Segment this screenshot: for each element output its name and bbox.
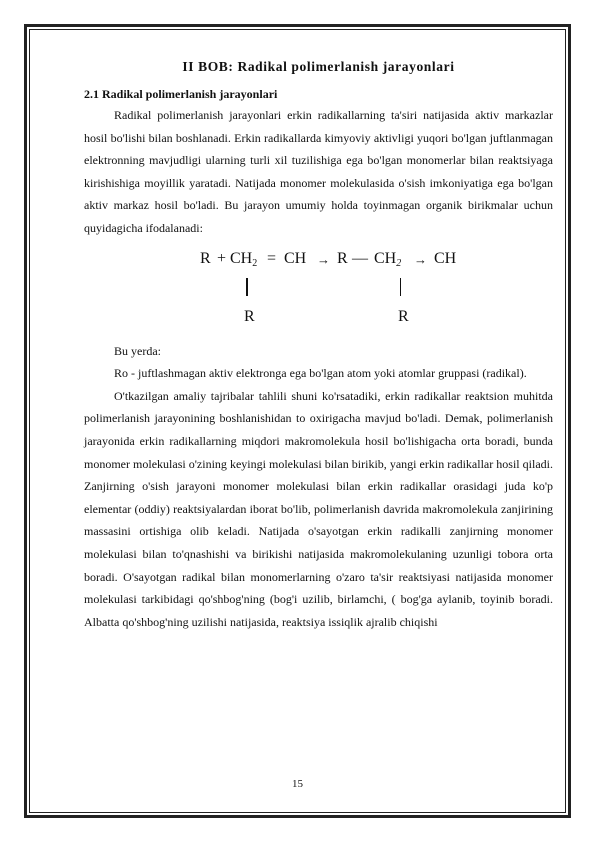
formula-arrow-1: → bbox=[317, 251, 330, 267]
reaction-formula bbox=[84, 244, 553, 338]
formula-r1: R bbox=[200, 249, 211, 267]
formula-ch2-b: CH2 bbox=[374, 249, 402, 269]
bond-line-left bbox=[246, 278, 248, 296]
bond-line-right bbox=[400, 278, 401, 296]
formula-ch-b: CH bbox=[434, 249, 457, 267]
document-body bbox=[84, 58, 553, 633]
formula-arrow-2: → bbox=[414, 251, 427, 267]
paragraph-intro: Radikal polimerlanish jarayonlari erkin radikallarning ta'siri natijasida aktiv markazlar hosil bo'lishi bilan boshlanadi. Erkin radikallarda kimyoviy aktivligi yuqori bo'lgan juftlanmagan elektronning mavjudligi ularning turli xil tuzilishiga ega bo'lgan monomerlar bilan reaktsiyaga kirishishiga moyillik yaratadi. Natijada monomer molekulasida o'sish imkoniyatiga ega bo'lgan aktiv markaz hosil bo'ladi. Bu jarayon umumiy holda toyinmagan organik birikmalar uchun quyidagicha ifodalanadi: bbox=[84, 108, 553, 235]
section-title: 2.1 Radikal polimerlanish jarayonlari bbox=[84, 87, 278, 101]
formula-substituent-r-left: R bbox=[244, 307, 255, 325]
formula-r2: R bbox=[337, 249, 348, 267]
paragraph-radical-definition: Ro - juftlashmagan aktiv elektronga ega bo'lgan atom yoki atomlar gruppasi (radikal). bbox=[114, 366, 527, 381]
page-number: 15 bbox=[292, 778, 303, 790]
formula-ch-a: CH bbox=[284, 249, 307, 267]
paragraph-bu-yerda: Bu yerda: bbox=[114, 343, 161, 358]
formula-bond-dash: — bbox=[352, 249, 368, 267]
formula-plus: + bbox=[217, 249, 227, 267]
formula-substituent-r-right: R bbox=[398, 307, 409, 325]
formula-equals: = bbox=[267, 249, 277, 267]
paragraph-main: O'tkazilgan amaliy tajribalar tahlili shuni ko'rsatadiki, erkin radikallar reaktsion muhitda polimerlanish jarayonining boshlanishidan to oxirigacha mavjud bo'ladi. Demak, polimerlanish jarayonida erkin radikallarning miqdori makromolekula hosil bo'lishigacha orta boradi, bunda monomer molekulasi o'zining keyingi molekulasi bilan birikib, yangi erkin radikallar hosil qiladi. Zanjirning o'sish jarayoni monomer molekulasi bilan erkin radikallar orasidagi juda ko'p elementar (oddiy) reaktsiyalardan iborat bo'lib, polimerlanish davrida makromolekula zanjirining massasini ortishiga olib keladi. Natijada o'sayotgan erkin radikalli zanjirning monomer molekulasi bilan to'qnashishi va birikishi natijasida makromolekulaning uzunligi tobora orta boradi. O'sayotgan radikal bilan monomerlarning o'zaro ta'sir reaktsiyasi natijasida monomer molekulasi tarkibidagi qo'shbog'ning (bog'i uzilib, birlamchi, ( bog'ga aylanib, toyinib boradi. Albatta qo'shbog'ning uzilishi natijasida, reaktsiya issiqlik ajralib chiqishi bbox=[84, 388, 553, 629]
chapter-title: II BOB: Radikal polimerlanish jarayonlari bbox=[182, 59, 455, 74]
formula-ch2-a: CH2 bbox=[230, 249, 258, 269]
